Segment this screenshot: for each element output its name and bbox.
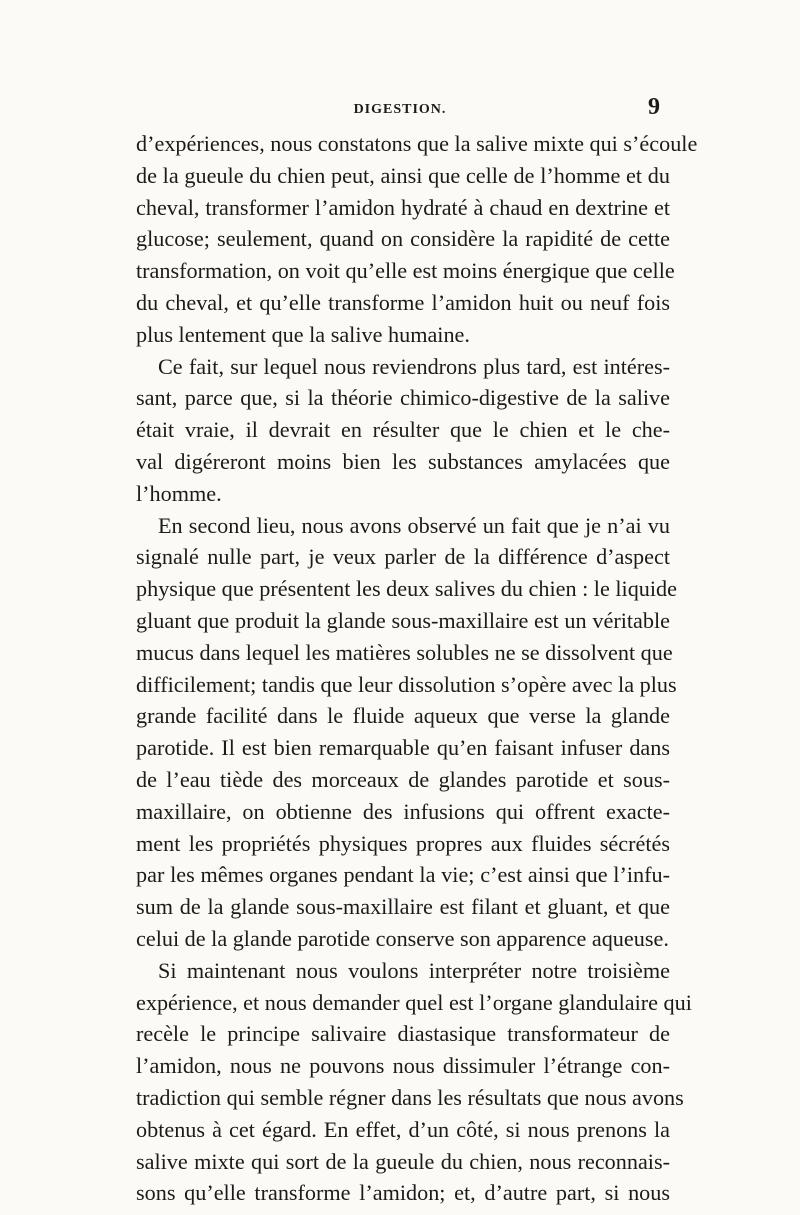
text-line: mucus dans lequel les matières solubles ne se dissolvent que bbox=[136, 639, 673, 665]
text-line: était vraie, il devrait en résulter que le chien et le che- bbox=[136, 417, 670, 443]
text-line: l’homme. bbox=[136, 480, 222, 506]
page-body bbox=[136, 128, 698, 1209]
text-line: physique que présentent les deux salives du chien : le liquide bbox=[136, 576, 677, 602]
text-line: cheval, transformer l’amidon hydraté à chaud en dextrine et bbox=[136, 194, 670, 220]
text-line: gluant que produit la glande sous-maxillaire est un véritable bbox=[136, 607, 670, 633]
text-line: de la gueule du chien peut, ainsi que celle de l’homme et du bbox=[136, 162, 670, 188]
text-line: du cheval, et qu’elle transforme l’amidon huit ou neuf fois bbox=[136, 289, 670, 315]
text-line: de l’eau tiède des morceaux de glandes parotide et sous- bbox=[136, 766, 670, 792]
text-line: celui de la glande parotide conserve son apparence aqueuse. bbox=[136, 925, 669, 951]
text-line: Ce fait, sur lequel nous reviendrons plus tard, est intéres- bbox=[158, 353, 670, 379]
text-line: ment les propriétés physiques propres aux fluides sécrétés bbox=[136, 830, 670, 856]
text-line: recèle le principe salivaire diastasique transformateur de bbox=[136, 1021, 670, 1047]
text-line: signalé nulle part, je veux parler de la différence d’aspect bbox=[136, 544, 670, 570]
text-line: Si maintenant nous voulons interpréter notre troisième bbox=[158, 957, 670, 983]
text-line: grande facilité dans le fluide aqueux que verse la glande bbox=[136, 703, 670, 729]
text-line: l’amidon, nous ne pouvons nous dissimuler l’étrange con- bbox=[136, 1053, 670, 1079]
text-line: sant, parce que, si la théorie chimico-digestive de la salive bbox=[136, 385, 670, 411]
page-number: 9 bbox=[648, 94, 660, 120]
text-line: obtenus à cet égard. En effet, d’un côté, si nous prenons la bbox=[136, 1116, 670, 1142]
running-head: DIGESTION. bbox=[353, 102, 447, 117]
text-line: par les mêmes organes pendant la vie; c’est ainsi que l’infu- bbox=[136, 862, 670, 888]
text-line: sum de la glande sous-maxillaire est filant et gluant, et que bbox=[136, 894, 670, 920]
text-line: plus lentement que la salive humaine. bbox=[136, 321, 470, 347]
text-line: val digéreront moins bien les substances amylacées que bbox=[136, 448, 670, 474]
text-line: sons qu’elle transforme l’amidon; et, d’autre part, si nous bbox=[136, 1180, 670, 1206]
text-line: maxillaire, on obtienne des infusions qui offrent exacte- bbox=[136, 798, 670, 824]
text-line: En second lieu, nous avons observé un fait que je n’ai vu bbox=[158, 512, 670, 538]
text-line: tradiction qui semble régner dans les résultats que nous avons bbox=[136, 1084, 684, 1110]
text-line: glucose; seulement, quand on considère la rapidité de cette bbox=[136, 226, 670, 252]
text-line: d’expériences, nous constatons que la salive mixte qui s’écoule bbox=[136, 131, 698, 156]
text-line: transformation, on voit qu’elle est moins énergique que celle bbox=[136, 258, 675, 284]
text-line: salive mixte qui sort de la gueule du chien, nous reconnais- bbox=[136, 1148, 670, 1174]
text-line: expérience, et nous demander quel est l’organe glandulaire qui bbox=[136, 989, 692, 1015]
text-line: parotide. Il est bien remarquable qu’en faisant infuser dans bbox=[136, 735, 670, 761]
text-line: difficilement; tandis que leur dissolution s’opère avec la plus bbox=[136, 671, 677, 697]
